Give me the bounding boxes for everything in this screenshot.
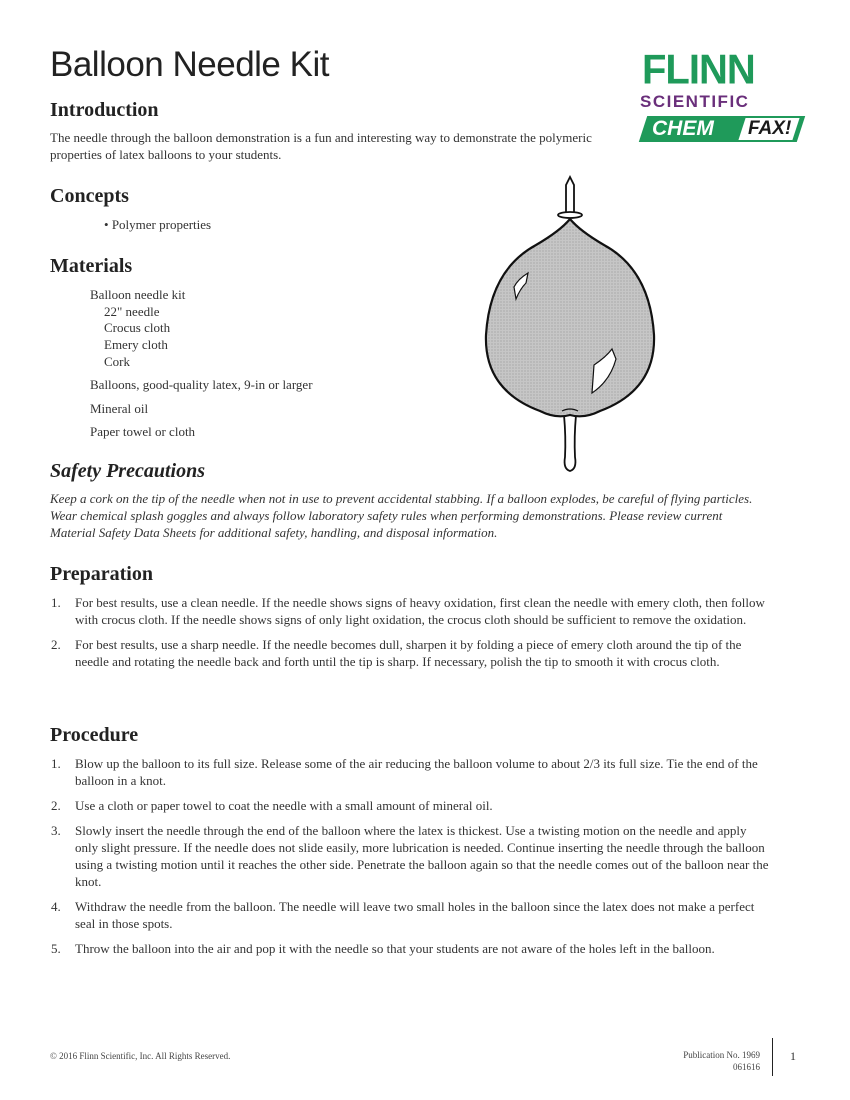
flinn-logo [640, 46, 805, 150]
logo-subbrand: SCIENTIFIC [640, 92, 750, 111]
concepts-item [104, 216, 211, 233]
procedure-step [51, 797, 769, 814]
materials-kit-label: Balloon needle kit [90, 287, 186, 302]
footer-publication [600, 1049, 760, 1073]
step-text: For best results, use a clean needle. If the needle shows signs of heavy oxidation, first clean the needle with emery cloth, then follow with crocus cloth. If the needle shows signs of only light oxidation, the crocus cloth should be sufficient to remove the oxidation. [75, 595, 765, 627]
page-title: Balloon Needle Kit [50, 45, 329, 84]
publication-number: Publication No. 1969 [683, 1050, 760, 1060]
procedure-step [51, 898, 769, 932]
step-number: 5. [51, 941, 61, 956]
materials-heading: Materials [50, 255, 133, 277]
materials-item: Mineral oil [90, 401, 149, 416]
preparation-list [51, 594, 769, 678]
step-text: Slowly insert the needle through the end of the balloon where the latex is thickest. Use a twisting motion on the needle and apply only slight pressure. If the needle does not slide easily, more lubrication is needed. Continue inserting the needle through the balloon using a twisting motion until it reaches the other side. Penetrate the balloon again so that the needle comes out of the balloon near the knot. [75, 823, 769, 889]
footer-copyright: © 2016 Flinn Scientific, Inc. All Rights Reserved. [50, 1051, 231, 1061]
procedure-step [51, 755, 769, 789]
procedure-list [51, 755, 769, 965]
balloon-needle-illustration [470, 175, 670, 480]
materials-kit-item: Emery cloth [104, 337, 168, 352]
step-text: Use a cloth or paper towel to coat the needle with a small amount of mineral oil. [75, 798, 493, 813]
step-text: Blow up the balloon to its full size. Release some of the air reducing the balloon volume to about 2/3 its full size. Tie the end of the balloon in a knot. [75, 756, 758, 788]
step-number: 1. [51, 595, 61, 610]
step-number: 4. [51, 899, 61, 914]
needle-collar [558, 212, 582, 218]
logo-fax: FAX! [748, 118, 792, 139]
materials-kit-item: Cork [104, 354, 130, 369]
footer-divider [772, 1038, 773, 1076]
introduction-heading: Introduction [50, 99, 159, 121]
concept-label: Polymer properties [111, 217, 212, 232]
introduction-text: The needle through the balloon demonstration is a fun and interesting way to demonstrate the polymeric properties of latex balloons to your students. [50, 130, 592, 162]
logo-chem: CHEM [652, 117, 714, 140]
step-text: Throw the balloon into the air and pop it with the needle so that your students are not aware of the holes left in the balloon. [75, 941, 715, 956]
logo-brand: FLINN [642, 46, 755, 94]
materials-item: Paper towel or cloth [90, 424, 196, 439]
page-number: 1 [790, 1049, 796, 1063]
safety-text: Keep a cork on the tip of the needle when not in use to prevent accidental stabbing. If a balloon explodes, be careful of flying particles. Wear chemical splash goggles and always follow laboratory safety rules when performing demonstrations. Please review current Material Safety Data Sheets for additional safety, handling, and disposal information. [50, 491, 753, 540]
safety-heading: Safety Precautions [50, 460, 205, 482]
preparation-step [51, 594, 769, 628]
procedure-step [51, 940, 769, 957]
materials-item: Balloons, good-quality latex, 9-in or larger [90, 377, 313, 392]
concepts-heading: Concepts [50, 185, 129, 207]
step-number: 3. [51, 823, 61, 838]
balloon-knot [564, 415, 576, 471]
preparation-step [51, 636, 769, 670]
step-number: 1. [51, 756, 61, 771]
procedure-heading: Procedure [50, 724, 139, 746]
bullet-icon: • [104, 217, 112, 232]
procedure-step [51, 822, 769, 890]
step-text: For best results, use a sharp needle. If the needle becomes dull, sharpen it by folding a piece of emery cloth around the tip of the needle and rotating the needle back and forth until the tip is sharp. If necessary, polish the tip to smooth it with crocus cloth. [75, 637, 742, 669]
balloon-body [486, 219, 654, 416]
publication-code: 061616 [733, 1062, 760, 1072]
step-number: 2. [51, 637, 61, 652]
preparation-heading: Preparation [50, 563, 153, 585]
materials-kit-item: Crocus cloth [104, 320, 171, 335]
step-text: Withdraw the needle from the balloon. The needle will leave two small holes in the balloon since the latex does not make a perfect seal in those spots. [75, 899, 755, 931]
materials-kit-item: 22" needle [104, 304, 160, 319]
needle-shape [566, 177, 574, 215]
step-number: 2. [51, 798, 61, 813]
